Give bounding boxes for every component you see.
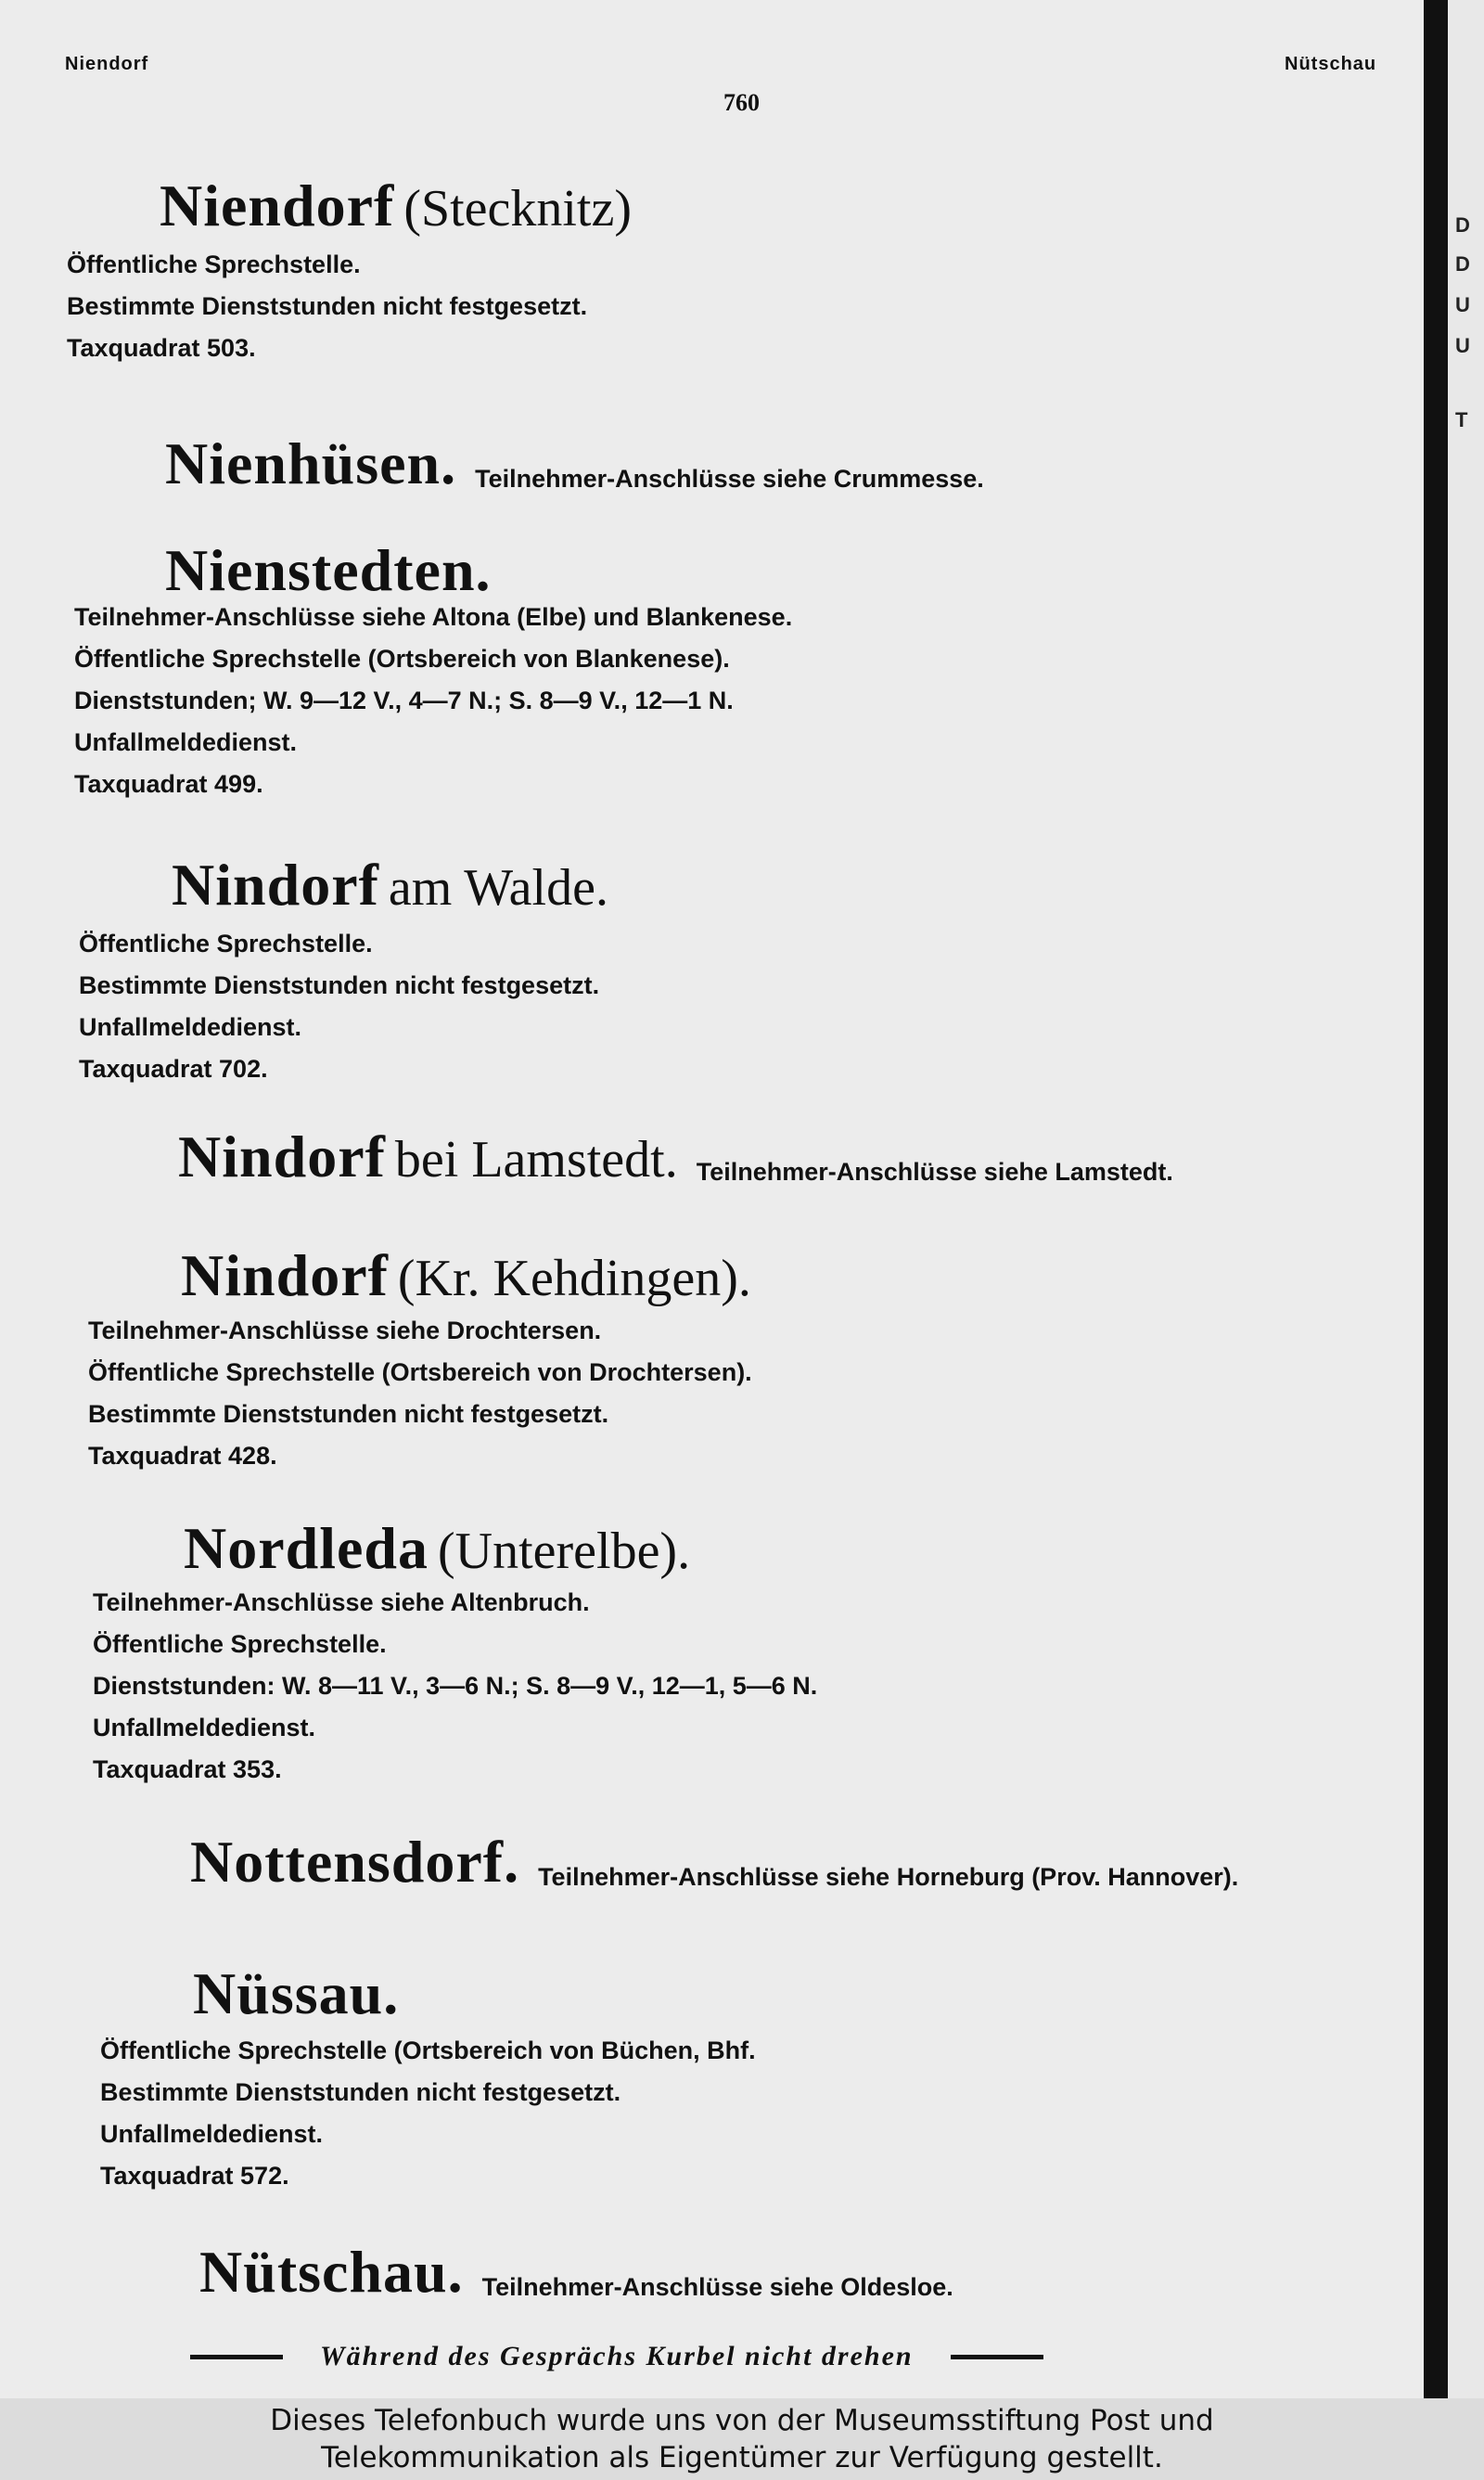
entry-nindorf-bei-lamstedt	[178, 1123, 1173, 1191]
detail-line: Teilnehmer-Anschlüsse siehe Altenbruch.	[93, 1588, 590, 1616]
detail-line: Dienststunden; W. 9—12 V., 4—7 N.; S. 8—9 V., 12—1 N.	[74, 687, 734, 714]
running-head-right: Nütschau	[1285, 54, 1377, 74]
entry-name: Nindorf	[181, 1242, 389, 1308]
entry-subtitle: (Kr. Kehdingen).	[397, 1250, 751, 1307]
detail-line: Unfallmeldedienst.	[93, 1714, 316, 1741]
detail-line: Teilnehmer-Anschlüsse siehe Drochtersen.	[88, 1317, 602, 1344]
entry-details	[88, 1310, 752, 1477]
entry-subtitle: bei Lamstedt.	[394, 1131, 678, 1189]
bottom-notice-text: Während des Gesprächs Kurbel nicht drehen	[320, 2341, 914, 2371]
next-page-fragment: T	[1455, 408, 1468, 431]
entry-nottensdorf	[190, 1828, 1238, 1896]
entry-name: Nottensdorf.	[190, 1829, 520, 1895]
attribution-line-1: Dieses Telefonbuch wurde uns von der Museumsstiftung Post und	[270, 2404, 1214, 2437]
book-spine-shadow	[1424, 0, 1448, 2398]
detail-line: Taxquadrat 353.	[93, 1755, 282, 1783]
entry-reference: Teilnehmer-Anschlüsse siehe Oldesloe.	[481, 2273, 953, 2302]
entry-nienhuesen	[165, 430, 984, 498]
entry-details	[67, 244, 587, 369]
entry-name: Nienstedten.	[165, 537, 492, 603]
detail-line: Bestimmte Dienststunden nicht festgesetzt.	[88, 1400, 609, 1428]
entry-nindorf-am-walde	[172, 851, 608, 919]
detail-line: Dienststunden: W. 8—11 V., 3—6 N.; S. 8—9 V., 12—1, 5—6 N.	[93, 1672, 818, 1700]
detail-line: Bestimmte Dienststunden nicht festgesetzt.	[100, 2078, 621, 2106]
bottom-notice	[190, 2341, 1387, 2372]
detail-line: Taxquadrat 702.	[79, 1055, 268, 1083]
entry-details	[74, 597, 792, 805]
rule-left	[190, 2355, 283, 2359]
attribution-line-2: Telekommunikation als Eigentümer zur Verfügung gestellt.	[321, 2441, 1163, 2474]
detail-line: Öffentliche Sprechstelle (Ortsbereich von Büchen, Bhf.	[100, 2037, 756, 2064]
entry-name: Nordleda	[184, 1515, 429, 1581]
entry-subtitle: (Stecknitz)	[403, 180, 632, 238]
detail-line: Öffentliche Sprechstelle.	[79, 930, 373, 957]
entry-name: Niendorf	[160, 173, 395, 238]
entry-niendorf-stecknitz	[160, 172, 632, 240]
entry-name: Nindorf	[172, 852, 379, 918]
next-page-edge	[1448, 0, 1484, 2398]
entry-details	[79, 923, 599, 1090]
rule-right	[951, 2355, 1043, 2359]
detail-line: Öffentliche Sprechstelle.	[67, 251, 361, 278]
entry-name: Nütschau.	[199, 2239, 464, 2305]
running-head-left: Niendorf	[65, 54, 149, 74]
next-page-fragment: U	[1455, 293, 1470, 316]
detail-line: Unfallmeldedienst.	[79, 1013, 302, 1041]
detail-line: Öffentliche Sprechstelle (Ortsbereich von Drochtersen).	[88, 1358, 752, 1386]
next-page-fragment: D	[1455, 252, 1470, 276]
next-page-fragment: U	[1455, 334, 1470, 357]
detail-line: Öffentliche Sprechstelle (Ortsbereich von Blankenese).	[74, 645, 730, 673]
entry-nordleda	[184, 1514, 690, 1583]
entry-subtitle: am Walde.	[388, 859, 608, 917]
detail-line: Unfallmeldedienst.	[100, 2120, 324, 2148]
entry-name: Nüssau.	[193, 1960, 400, 2026]
detail-line: Taxquadrat 499.	[74, 770, 263, 798]
entry-nindorf-kehdingen	[181, 1241, 751, 1310]
entry-nuetschau	[199, 2238, 953, 2307]
detail-line: Bestimmte Dienststunden nicht festgesetzt.	[79, 971, 600, 999]
entry-nuessau	[193, 1960, 399, 2028]
detail-line: Unfallmeldedienst.	[74, 728, 298, 756]
entry-reference: Teilnehmer-Anschlüsse siehe Horneburg (Prov. Hannover).	[538, 1863, 1239, 1892]
detail-line: Teilnehmer-Anschlüsse siehe Altona (Elbe) und Blankenese.	[74, 603, 793, 631]
next-page-fragment: D	[1455, 213, 1470, 237]
entry-reference: Teilnehmer-Anschlüsse siehe Lamstedt.	[696, 1158, 1173, 1187]
entry-nienstedten	[165, 536, 492, 605]
detail-line: Taxquadrat 572.	[100, 2162, 289, 2190]
detail-line: Taxquadrat 503.	[67, 334, 256, 362]
entry-details	[100, 2030, 756, 2197]
detail-line: Öffentliche Sprechstelle.	[93, 1630, 387, 1658]
page-number: 760	[723, 89, 760, 116]
entry-details	[93, 1582, 817, 1791]
detail-line: Bestimmte Dienststunden nicht festgesetzt.	[67, 292, 588, 320]
entry-name: Nienhüsen.	[165, 430, 457, 496]
entry-subtitle: (Unterelbe).	[438, 1523, 691, 1580]
entry-name: Nindorf	[178, 1124, 386, 1189]
detail-line: Taxquadrat 428.	[88, 1442, 277, 1470]
attribution-footer	[0, 2398, 1484, 2480]
entry-reference: Teilnehmer-Anschlüsse siehe Crummesse.	[475, 465, 984, 494]
